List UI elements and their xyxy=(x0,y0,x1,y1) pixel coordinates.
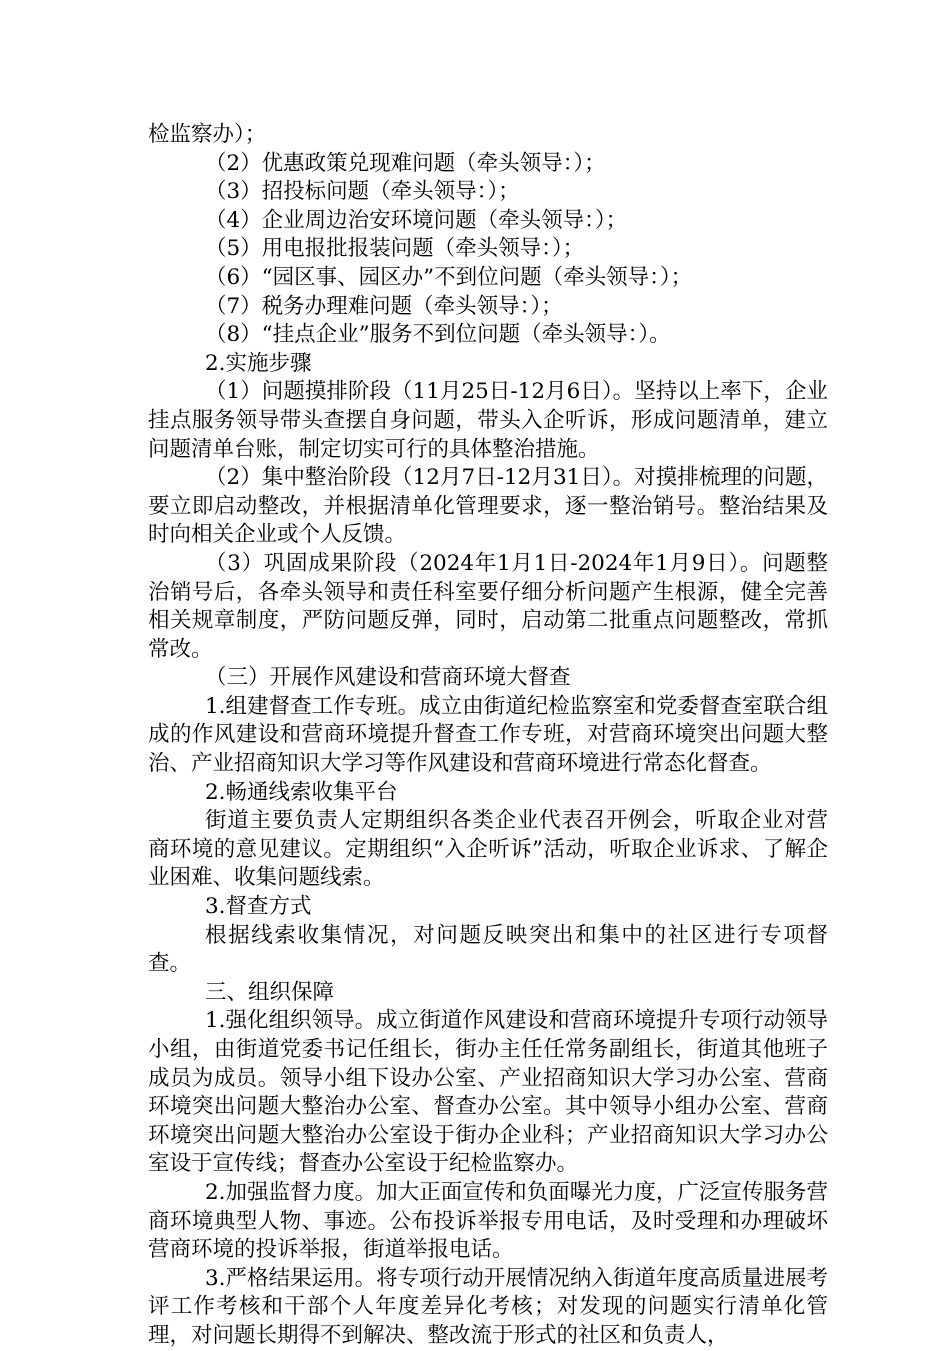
paragraph-continuation: 检监察办）； xyxy=(148,122,267,147)
list-item-2: （2）优惠政策兑现难问题（牵头领导：）； xyxy=(205,150,606,176)
section-heading-implementation-steps: 2.实施步骤 xyxy=(205,350,312,376)
paragraph-results: 3.严格结果运用。将专项行动开展情况纳入街道年度高质量进展考评工作考核和干部个人年度差异化考核；对发现的问题实行清单化管理，对问题长期得不到解决、整改流于形式的社区和负责人， xyxy=(148,1265,828,1348)
list-item-5: （5）用电报批报装问题（牵头领导：）； xyxy=(205,236,585,262)
paragraph-supervision-team: 1.组建督查工作专班。成立由街道纪检监察室和党委督查室联合组成的作风建设和营商环境提升督查工作专班，对营商环境突出问题大整治、产业招商知识大学习等作风建设和营商环境进行常态化督查。 xyxy=(148,693,828,777)
list-item-4: （4）企业周边治安环境问题（牵头领导：）； xyxy=(205,207,628,233)
paragraph-stage-1: （1）问题摸排阶段（11月25日-12月6日）。坚持以上率下，企业挂点服务领导带头查摆自身问题，带头入企听诉，形成问题清单，建立问题清单台账，制定切实可行的具体整治措施。 xyxy=(148,379,828,462)
section-heading-clue-platform: 2.畅通线索收集平台 xyxy=(205,779,398,805)
paragraph-stage-2: （2）集中整治阶段（12月7日-12月31日）。对摸排梳理的问题，要立即启动整改，并根据清单化管理要求，逐一整治销号。整治结果及时向相关企业或个人反馈。 xyxy=(148,465,828,548)
section-heading-supervision-method: 3.督查方式 xyxy=(205,894,312,920)
document-body xyxy=(148,121,828,1351)
paragraph-supervision-method: 根据线索收集情况，对问题反映突出和集中的社区进行专项督查。 xyxy=(148,922,828,977)
paragraph-oversight: 2.加强监督力度。加大正面宣传和负面曝光力度，广泛宣传服务营商环境典型人物、事迹。公布投诉举报专用电话，及时受理和办理破坏营商环境的投诉举报，街道举报电话。 xyxy=(148,1179,828,1263)
list-item-3: （3）招投标问题（牵头领导：）； xyxy=(205,179,520,205)
paragraph-leadership: 1.强化组织领导。成立街道作风建设和营商环境提升专项行动领导小组，由街道党委书记任组长，街办主任任常务副组长，街道其他班子成员为成员。领导小组下设办公室、产业招商知识大学习办公室、营商环境突出问题大整治办公室、督查办公室。其中领导小组办公室、营商环境突出问题大整治办公室设于街办企业科；产业招商知识大学习办公室设于宣传线；督查办公室设于纪检监察办。 xyxy=(148,1008,828,1177)
paragraph-clue-platform: 街道主要负责人定期组织各类企业代表召开例会，听取企业对营商环境的意见建议。定期组织“入企听诉”活动，听取企业诉求、了解企业困难、收集问题线索。 xyxy=(148,808,828,891)
paragraph-stage-3: （3）巩固成果阶段（2024年1月1日-2024年1月9日）。问题整治销号后，各牵头领导和责任科室要仔细分析问题产生根源，健全完善相关规章制度，严防问题反弹，同时，启动第二批重点问题整改，常抓常改。 xyxy=(148,550,828,662)
section-heading-organization: 三、组织保障 xyxy=(205,979,335,1005)
section-heading-supervision: （三）开展作风建设和营商环境大督查 xyxy=(205,665,571,691)
list-item-7: （7）税务办理难问题（牵头领导：）； xyxy=(205,293,563,319)
list-item-8: （8）“挂点企业”服务不到位问题（牵头领导：）。 xyxy=(205,322,671,348)
list-item-6: （6）“园区事、园区办”不到位问题（牵头领导：）； xyxy=(205,264,693,290)
